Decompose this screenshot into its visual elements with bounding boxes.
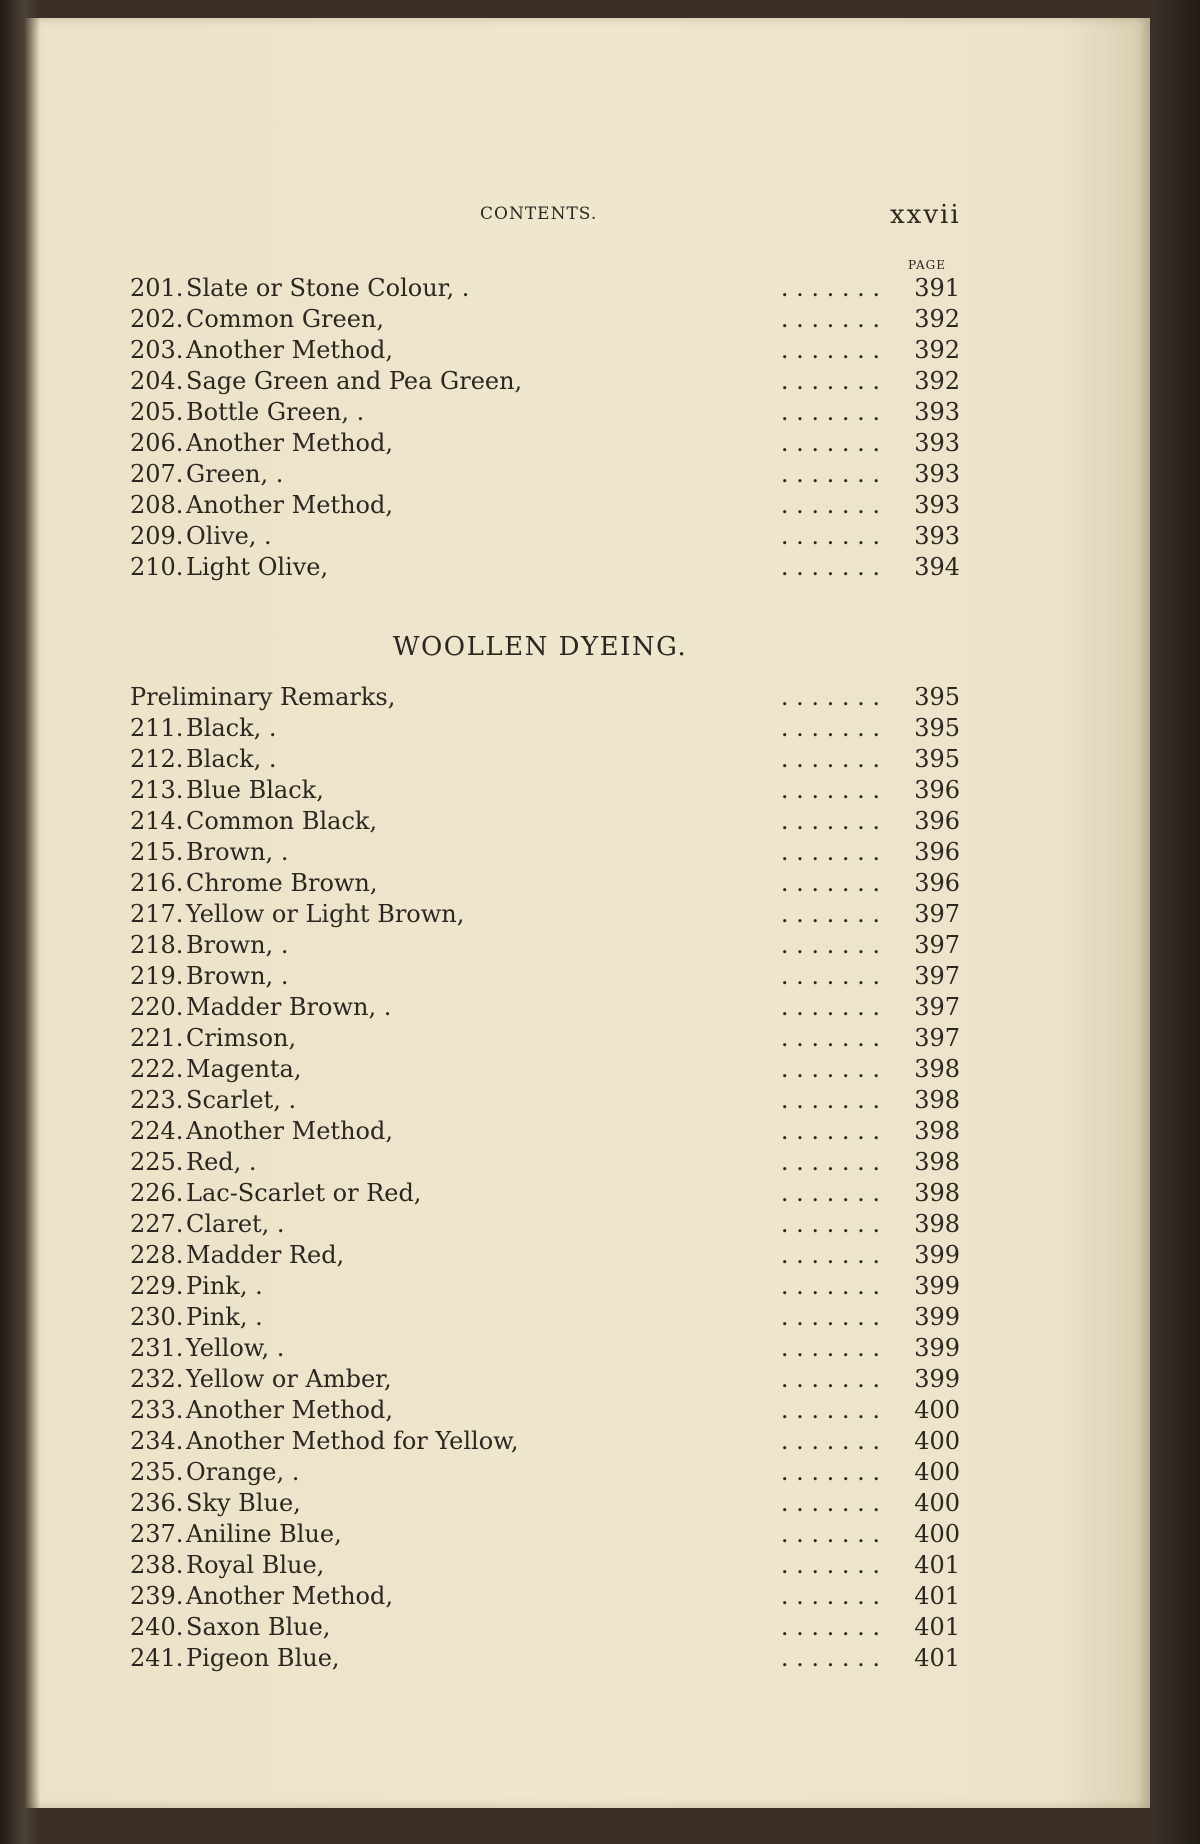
toc-entry[interactable]	[130, 1457, 960, 1488]
entry-title: Pigeon Blue,	[186, 1644, 340, 1672]
entry-title: Black, .	[186, 714, 277, 742]
entry-page: 399	[914, 1303, 960, 1331]
dot-leader: . . . . . . .	[780, 1117, 880, 1145]
dot-leader: . . . . . . .	[780, 807, 880, 835]
entry-page: 398	[914, 1117, 960, 1145]
entry-page: 398	[914, 1055, 960, 1083]
dot-leader: . . . . . . .	[780, 429, 880, 457]
entry-page: 396	[914, 776, 960, 804]
entry-page: 395	[914, 745, 960, 773]
entry-title: Brown, .	[186, 838, 289, 866]
entry-number: 220.	[130, 993, 184, 1021]
entry-title: Another Method for Yellow,	[186, 1427, 519, 1455]
entry-page: 392	[914, 367, 960, 395]
toc-entry[interactable]	[130, 1519, 960, 1550]
entry-number: 234.	[130, 1427, 184, 1455]
dot-leader: . . . . . . .	[780, 491, 880, 519]
dot-leader: . . . . . . .	[780, 838, 880, 866]
page-column-label: PAGE	[908, 258, 946, 272]
toc-entry[interactable]	[130, 397, 960, 428]
toc-entry[interactable]	[130, 899, 960, 930]
entry-title: Common Green,	[186, 305, 384, 333]
entry-title: Another Method,	[186, 1582, 393, 1610]
dot-leader: . . . . . . .	[780, 900, 880, 928]
entry-number: 210.	[130, 553, 184, 581]
toc-entry[interactable]	[130, 1333, 960, 1364]
dot-leader: . . . . . . .	[780, 1179, 880, 1207]
dot-leader: . . . . . . .	[780, 1427, 880, 1455]
entry-number: 228.	[130, 1241, 184, 1269]
entry-title: Crimson,	[186, 1024, 297, 1052]
dot-leader: . . . . . . .	[780, 683, 880, 711]
toc-entry[interactable]	[130, 1581, 960, 1612]
entry-page: 396	[914, 807, 960, 835]
entry-number: 230.	[130, 1303, 184, 1331]
toc-entry[interactable]	[130, 744, 960, 775]
entry-title: Madder Red,	[186, 1241, 345, 1269]
dot-leader: . . . . . . .	[780, 1303, 880, 1331]
entry-page: 397	[914, 931, 960, 959]
entry-page: 396	[914, 869, 960, 897]
entry-page: 393	[914, 491, 960, 519]
entry-title: Common Black,	[186, 807, 378, 835]
entry-title: Red, .	[186, 1148, 257, 1176]
entry-title: Blue Black,	[186, 776, 324, 804]
entry-number: 202.	[130, 305, 184, 333]
toc-entry[interactable]	[130, 992, 960, 1023]
entry-page: 392	[914, 305, 960, 333]
entry-page: 399	[914, 1334, 960, 1362]
entry-page: 400	[914, 1520, 960, 1548]
entry-page: 401	[914, 1613, 960, 1641]
entry-page: 399	[914, 1241, 960, 1269]
toc-entry[interactable]	[130, 1209, 960, 1240]
entry-page: 400	[914, 1458, 960, 1486]
entry-number: 213.	[130, 776, 184, 804]
toc-entry[interactable]	[130, 273, 960, 304]
entry-number: 229.	[130, 1272, 184, 1300]
entry-title: Brown, .	[186, 962, 289, 990]
entry-title: Claret, .	[186, 1210, 285, 1238]
entry-number: 239.	[130, 1582, 184, 1610]
dot-leader: . . . . . . .	[780, 1365, 880, 1393]
entry-number: 203.	[130, 336, 184, 364]
book-page	[0, 18, 1150, 1808]
entry-number: 208.	[130, 491, 184, 519]
toc-entry[interactable]	[130, 490, 960, 521]
toc-entry[interactable]	[130, 521, 960, 552]
entry-title: Chrome Brown,	[186, 869, 378, 897]
entry-title: Green, .	[186, 460, 284, 488]
dot-leader: . . . . . . .	[780, 993, 880, 1021]
dot-leader: . . . . . . .	[780, 1024, 880, 1052]
toc-entry[interactable]	[130, 1550, 960, 1581]
dot-leader: . . . . . . .	[780, 1644, 880, 1672]
running-head-title: CONTENTS.	[480, 204, 598, 224]
entry-number: 237.	[130, 1520, 184, 1548]
entry-page: 398	[914, 1086, 960, 1114]
entry-number: 222.	[130, 1055, 184, 1083]
entry-page: 393	[914, 460, 960, 488]
dot-leader: . . . . . . .	[780, 367, 880, 395]
entry-number: 201.	[130, 274, 184, 302]
toc-entry[interactable]	[130, 1271, 960, 1302]
running-head	[0, 200, 1150, 234]
dot-leader: . . . . . . .	[780, 1334, 880, 1362]
toc-entry[interactable]	[130, 1302, 960, 1333]
entry-title: Another Method,	[186, 1117, 393, 1145]
dot-leader: . . . . . . .	[780, 1086, 880, 1114]
toc-entry[interactable]	[130, 930, 960, 961]
dot-leader: . . . . . . .	[780, 553, 880, 581]
entry-page: 397	[914, 962, 960, 990]
entry-page: 397	[914, 1024, 960, 1052]
entry-number: 233.	[130, 1396, 184, 1424]
dot-leader: . . . . . . .	[780, 1551, 880, 1579]
entry-number: 218.	[130, 931, 184, 959]
entry-number: 207.	[130, 460, 184, 488]
entry-title: Orange, .	[186, 1458, 300, 1486]
entry-page: 398	[914, 1210, 960, 1238]
dot-leader: . . . . . . .	[780, 931, 880, 959]
dot-leader: . . . . . . .	[780, 1148, 880, 1176]
entry-number: 214.	[130, 807, 184, 835]
entry-number: 219.	[130, 962, 184, 990]
toc-entry[interactable]	[130, 1488, 960, 1519]
dot-leader: . . . . . . .	[780, 1272, 880, 1300]
toc-entry[interactable]	[130, 335, 960, 366]
dot-leader: . . . . . . .	[780, 398, 880, 426]
entry-page: 395	[914, 683, 960, 711]
entry-page: 393	[914, 429, 960, 457]
entry-page: 399	[914, 1365, 960, 1393]
entry-number: 221.	[130, 1024, 184, 1052]
entry-title: Black, .	[186, 745, 277, 773]
contents-list-dyeing-greens	[130, 273, 960, 583]
toc-entry[interactable]	[130, 304, 960, 335]
entry-page: 397	[914, 900, 960, 928]
entry-title: Royal Blue,	[186, 1551, 325, 1579]
entry-title: Bottle Green, .	[186, 398, 365, 426]
toc-entry[interactable]	[130, 1178, 960, 1209]
entry-title: Pink, .	[186, 1272, 263, 1300]
entry-page: 392	[914, 336, 960, 364]
toc-entry[interactable]	[130, 713, 960, 744]
entry-title: Aniline Blue,	[186, 1520, 342, 1548]
toc-entry[interactable]	[130, 366, 960, 397]
entry-number: 231.	[130, 1334, 184, 1362]
toc-entry[interactable]	[130, 868, 960, 899]
dot-leader: . . . . . . .	[780, 274, 880, 302]
entry-number: 226.	[130, 1179, 184, 1207]
entry-number: 232.	[130, 1365, 184, 1393]
entry-page: 401	[914, 1551, 960, 1579]
toc-entry[interactable]	[130, 1147, 960, 1178]
dot-leader: . . . . . . .	[780, 1458, 880, 1486]
entry-page: 395	[914, 714, 960, 742]
entry-number: 241.	[130, 1644, 184, 1672]
entry-title: Scarlet, .	[186, 1086, 297, 1114]
dot-leader: . . . . . . .	[780, 1396, 880, 1424]
dot-leader: . . . . . . .	[780, 1489, 880, 1517]
entry-page: 401	[914, 1644, 960, 1672]
entry-page: 393	[914, 522, 960, 550]
dot-leader: . . . . . . .	[780, 522, 880, 550]
entry-title: Another Method,	[186, 336, 393, 364]
entry-number: 209.	[130, 522, 184, 550]
entry-title: Yellow, .	[186, 1334, 285, 1362]
entry-page: 394	[914, 553, 960, 581]
entry-page: 398	[914, 1148, 960, 1176]
entry-number: 216.	[130, 869, 184, 897]
dot-leader: . . . . . . .	[780, 1241, 880, 1269]
entry-title: Brown, .	[186, 931, 289, 959]
entry-number: 224.	[130, 1117, 184, 1145]
toc-entry[interactable]	[130, 428, 960, 459]
entry-title: Another Method,	[186, 1396, 393, 1424]
entry-title: Light Olive,	[186, 553, 329, 581]
entry-page: 401	[914, 1582, 960, 1610]
toc-entry[interactable]	[130, 1085, 960, 1116]
toc-entry[interactable]	[130, 806, 960, 837]
toc-entry[interactable]	[130, 1395, 960, 1426]
contents-list-woollen-dyeing	[130, 682, 960, 1674]
toc-entry[interactable]	[130, 1023, 960, 1054]
entry-number: 204.	[130, 367, 184, 395]
dot-leader: . . . . . . .	[780, 776, 880, 804]
entry-title: Another Method,	[186, 491, 393, 519]
dot-leader: . . . . . . .	[780, 1055, 880, 1083]
entry-title: Pink, .	[186, 1303, 263, 1331]
entry-title: Sage Green and Pea Green,	[186, 367, 523, 395]
toc-entry[interactable]	[130, 552, 960, 583]
entry-number: 205.	[130, 398, 184, 426]
entry-number: 240.	[130, 1613, 184, 1641]
page-number: xxvii	[890, 200, 961, 230]
entry-number: 217.	[130, 900, 184, 928]
toc-entry[interactable]	[130, 775, 960, 806]
dot-leader: . . . . . . .	[780, 1582, 880, 1610]
toc-entry[interactable]	[130, 1116, 960, 1147]
entry-number: 236.	[130, 1489, 184, 1517]
toc-entry[interactable]	[130, 1426, 960, 1457]
entry-page: 400	[914, 1396, 960, 1424]
entry-number: 211.	[130, 714, 184, 742]
toc-entry[interactable]	[130, 1364, 960, 1395]
dot-leader: . . . . . . .	[780, 1613, 880, 1641]
dot-leader: . . . . . . .	[780, 336, 880, 364]
toc-entry[interactable]	[130, 837, 960, 868]
entry-title: Yellow or Amber,	[186, 1365, 392, 1393]
entry-number: 227.	[130, 1210, 184, 1238]
entry-page: 393	[914, 398, 960, 426]
entry-page: 400	[914, 1427, 960, 1455]
entry-number: 215.	[130, 838, 184, 866]
dot-leader: . . . . . . .	[780, 460, 880, 488]
entry-title: Lac-Scarlet or Red,	[186, 1179, 422, 1207]
entry-number: 225.	[130, 1148, 184, 1176]
entry-page: 398	[914, 1179, 960, 1207]
toc-entry[interactable]	[130, 1643, 960, 1674]
section-heading: WOOLLEN DYEING.	[392, 632, 688, 662]
toc-entry[interactable]	[130, 961, 960, 992]
entry-title: Madder Brown, .	[186, 993, 392, 1021]
entry-number: 223.	[130, 1086, 184, 1114]
toc-entry-preliminary[interactable]	[130, 682, 960, 713]
entry-number: 238.	[130, 1551, 184, 1579]
toc-entry[interactable]	[130, 459, 960, 490]
dot-leader: . . . . . . .	[780, 1520, 880, 1548]
entry-page: 391	[914, 274, 960, 302]
toc-entry[interactable]	[130, 1612, 960, 1643]
dot-leader: . . . . . . .	[780, 714, 880, 742]
entry-title: Preliminary Remarks,	[130, 683, 396, 711]
entry-title: Another Method,	[186, 429, 393, 457]
entry-page: 400	[914, 1489, 960, 1517]
dot-leader: . . . . . . .	[780, 305, 880, 333]
entry-title: Olive, .	[186, 522, 272, 550]
entry-title: Sky Blue,	[186, 1489, 301, 1517]
dot-leader: . . . . . . .	[780, 745, 880, 773]
entry-number: 206.	[130, 429, 184, 457]
entry-title: Saxon Blue,	[186, 1613, 331, 1641]
entry-page: 396	[914, 838, 960, 866]
dot-leader: . . . . . . .	[780, 962, 880, 990]
entry-title: Magenta,	[186, 1055, 302, 1083]
toc-entry[interactable]	[130, 1240, 960, 1271]
dot-leader: . . . . . . .	[780, 869, 880, 897]
book-spine-shadow	[0, 0, 40, 1844]
toc-entry[interactable]	[130, 1054, 960, 1085]
entry-title: Slate or Stone Colour, .	[186, 274, 470, 302]
entry-number: 235.	[130, 1458, 184, 1486]
entry-title: Yellow or Light Brown,	[186, 900, 465, 928]
entry-page: 397	[914, 993, 960, 1021]
entry-page: 399	[914, 1272, 960, 1300]
dot-leader: . . . . . . .	[780, 1210, 880, 1238]
entry-number: 212.	[130, 745, 184, 773]
